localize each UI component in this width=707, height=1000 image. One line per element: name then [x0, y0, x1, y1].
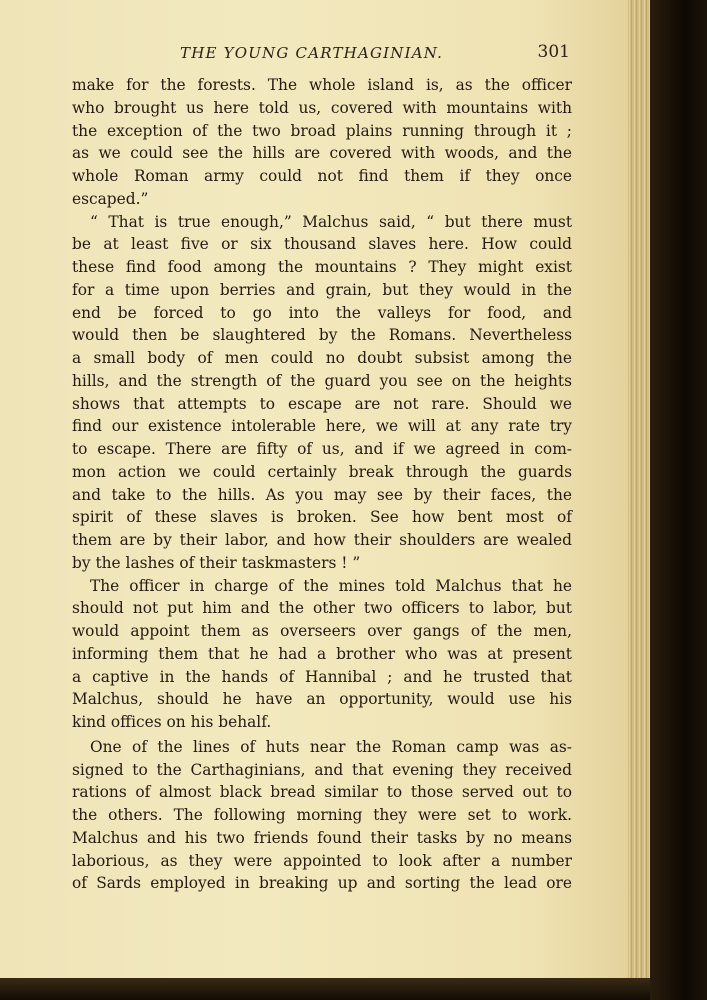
text-line: be at least five or six thousand slaves here. How could: [72, 235, 572, 254]
text-line: by the lashes of their taskmasters ! ”: [72, 553, 361, 572]
text-line: The officer in charge of the mines told Malchus that he: [90, 576, 572, 595]
text-line: make for the forests. The whole island is, as the officer: [72, 76, 572, 94]
text-line: One of the lines of huts near the Roman camp was as-: [90, 737, 572, 756]
text-line: a captive in the hands of Hannibal ; and he trusted that: [72, 667, 572, 686]
text-line: them are by their labor, and how their shoulders are wealed: [72, 531, 572, 549]
text-line: of Sards employed in breaking up and sorting the lead ore: [72, 874, 572, 893]
text-line: a small body of men could no doubt subsist among the: [72, 349, 572, 367]
bottom-edge-shadow: [0, 978, 650, 1000]
text-line: find our existence intolerable here, we will at any rate try: [72, 417, 572, 436]
text-line: whole Roman army could not find them if they once: [72, 167, 572, 185]
text-line: end be forced to go into the valleys for food, and: [72, 303, 572, 322]
text-line: would then be slaughtered by the Romans. Nevertheless: [72, 326, 572, 345]
text-line: as we could see the hills are covered with woods, and the: [72, 144, 572, 163]
text-line: signed to the Carthaginians, and that evening they received: [72, 760, 572, 779]
book-spine: [650, 0, 707, 1000]
text-line: would appoint them as overseers over gangs of the men,: [72, 622, 572, 640]
text-line: rations of almost black bread similar to those served out to: [72, 783, 572, 802]
text-line: spirit of these slaves is broken. See how bent most of: [72, 508, 572, 527]
text-line: the others. The following morning they were set to work.: [72, 806, 572, 824]
text-line: these find food among the mountains ? They might exist: [72, 258, 572, 276]
text-line: Malchus and his two friends found their tasks by no means: [72, 828, 572, 847]
text-line: for a time upon berries and grain, but they would in the: [72, 280, 572, 299]
body-text: [72, 74, 572, 895]
text-line: the exception of the two broad plains running through it ;: [72, 121, 572, 140]
text-line: laborious, as they were appointed to look after a number: [72, 851, 572, 870]
text-line: to escape. There are fifty of us, and if we agreed in com-: [72, 440, 572, 458]
running-title: THE YOUNG CARTHAGINIAN.: [180, 44, 444, 62]
page-number: 301: [537, 42, 570, 62]
text-line: Malchus, should he have an opportunity, would use his: [72, 690, 572, 709]
text-line: should not put him and the other two officers to labor, but: [72, 599, 572, 618]
text-line: kind offices on his behalf.: [72, 713, 272, 731]
text-line: mon action we could certainly break through the guards: [72, 462, 572, 481]
page-edges: [628, 0, 650, 990]
text-line: escaped.”: [72, 189, 149, 208]
text-line: who brought us here told us, covered with mountains with: [72, 98, 572, 117]
text-line: hills, and the strength of the guard you see on the heights: [72, 371, 572, 390]
text-line: and take to the hills. As you may see by their faces, the: [72, 485, 572, 504]
page-header: [72, 40, 572, 70]
text-line: informing them that he had a brother who was at present: [72, 644, 572, 663]
text-line: “ That is true enough,” Malchus said, “ but there must: [90, 212, 572, 231]
text-line: shows that attempts to escape are not rare. Should we: [72, 394, 572, 413]
